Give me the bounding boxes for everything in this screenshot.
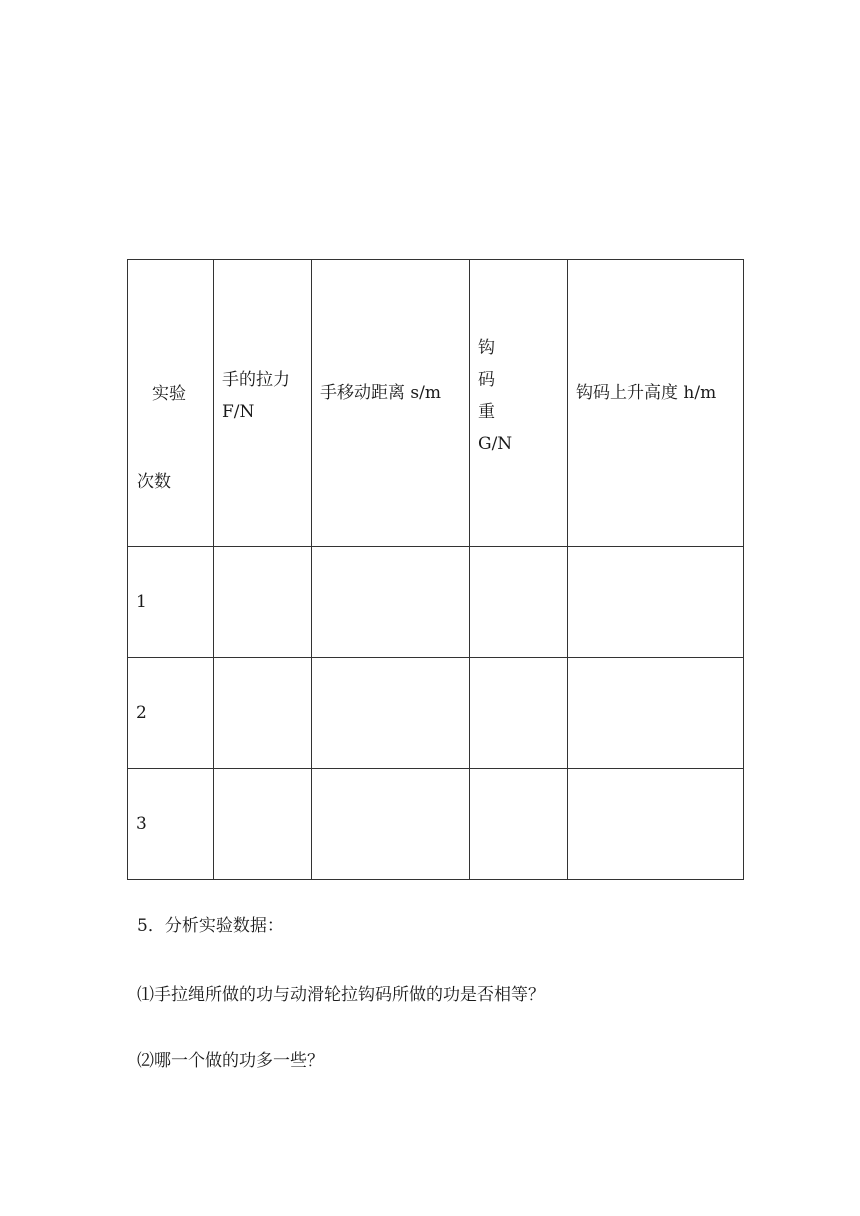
distance-cell (312, 769, 470, 880)
force-cell (214, 658, 312, 769)
table-row (128, 658, 744, 769)
trial-number-cell: 1 (128, 547, 214, 658)
table-row (128, 547, 744, 658)
height-cell (568, 547, 744, 658)
header-weight-unit: G/N (478, 434, 513, 454)
header-hand-distance-label: 手移动距离 s/m (320, 383, 441, 403)
question-2: ⑵哪一个做的功多一些？ (137, 1051, 324, 1071)
weight-cell (470, 547, 568, 658)
header-trial-number (128, 260, 214, 547)
force-cell (214, 769, 312, 880)
step5-heading: 5．分析实验数据： (137, 916, 284, 936)
height-cell (568, 658, 744, 769)
experiment-data-table (127, 259, 744, 880)
height-cell (568, 769, 744, 880)
header-hand-distance (312, 260, 470, 547)
table-row (128, 769, 744, 880)
distance-cell (312, 658, 470, 769)
weight-cell (470, 658, 568, 769)
weight-cell (470, 769, 568, 880)
table-header-row (128, 260, 744, 547)
header-hand-force-label: 手的拉力 (222, 370, 290, 390)
header-lift-height-label: 钩码上升高度 h/m (576, 383, 717, 403)
trial-number-cell: 3 (128, 769, 214, 880)
header-weight (470, 260, 568, 547)
header-weight-label: 钩 码 重 (478, 338, 509, 422)
header-hand-force-unit: F/N (222, 402, 255, 422)
force-cell (214, 547, 312, 658)
header-trial-label-line1: 实验 (152, 384, 186, 404)
distance-cell (312, 547, 470, 658)
question-1: ⑴手拉绳所做的功与动滑轮拉钩码所做的功是否相等？ (137, 985, 545, 1005)
header-lift-height (568, 260, 744, 547)
header-hand-force (214, 260, 312, 547)
header-trial-label-line2: 次数 (137, 472, 171, 492)
trial-number-cell: 2 (128, 658, 214, 769)
